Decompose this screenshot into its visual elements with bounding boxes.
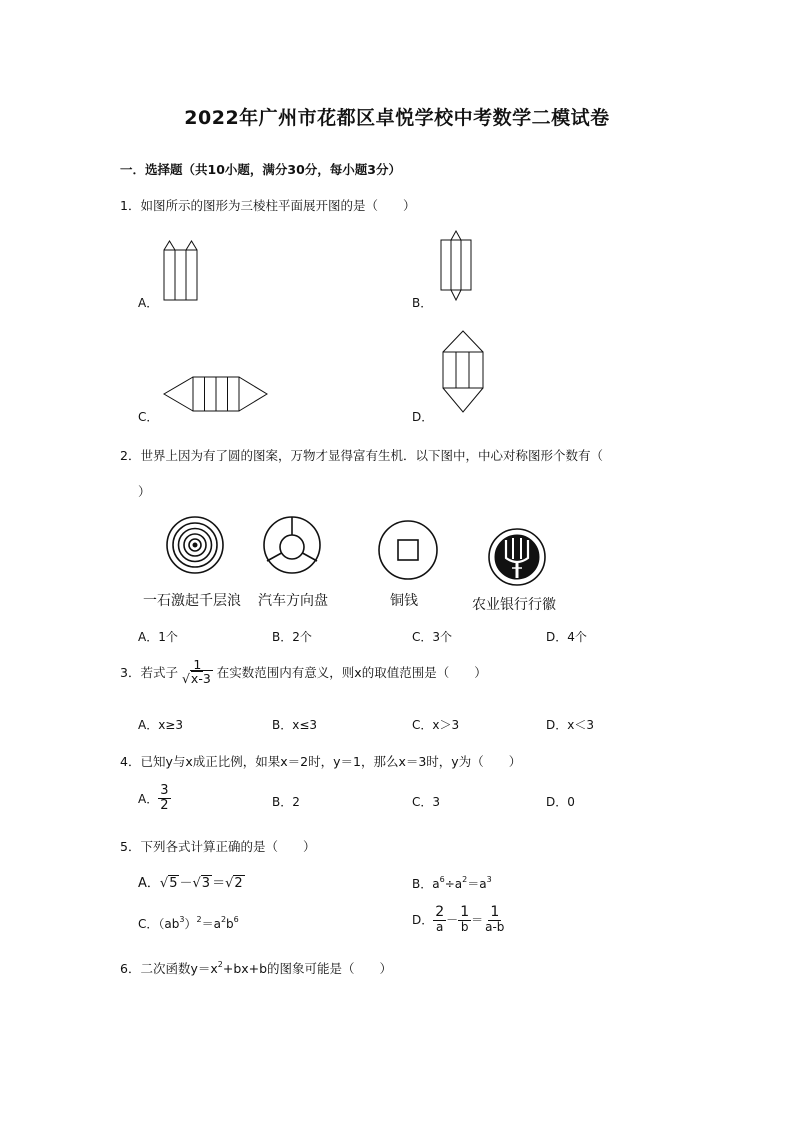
q5-d-den-1: a bbox=[436, 919, 444, 934]
q3-prefix: 3．若式子 bbox=[120, 664, 178, 680]
q5-b-exp-3: 3 bbox=[486, 875, 492, 884]
q2-option-c: C．3个 bbox=[412, 630, 453, 644]
q1-figure-c bbox=[163, 376, 269, 414]
q3-option-b: B．x≤3 bbox=[272, 718, 318, 732]
q5-option-a-label: A． bbox=[138, 876, 160, 891]
q5-a-radicand-1: 5 bbox=[169, 876, 178, 891]
q5-c-exp-1: 3 bbox=[179, 915, 185, 924]
caption-steering-wheel: 汽车方向盘 bbox=[258, 593, 328, 609]
q5-option-c bbox=[138, 915, 239, 932]
q2-option-b: B．2个 bbox=[272, 630, 312, 644]
q5-option-b-label: B． bbox=[412, 877, 433, 891]
q2-option-a: A．1个 bbox=[138, 630, 178, 644]
caption-copper-coin: 铜钱 bbox=[390, 593, 418, 609]
q4-option-d: D．0 bbox=[546, 795, 575, 809]
q5-d-num-2: 1 bbox=[460, 904, 470, 920]
q5-c-equals: ＝a bbox=[201, 917, 221, 931]
q5-a-minus: － bbox=[179, 876, 193, 891]
q5-option-b bbox=[412, 875, 492, 892]
q5-d-equals: ＝ bbox=[471, 912, 484, 927]
q5-c-exp-2: 2 bbox=[196, 915, 202, 924]
q4-option-b: B．2 bbox=[272, 795, 300, 809]
q5-b-base: a bbox=[432, 877, 440, 891]
q3-fraction bbox=[180, 658, 215, 685]
q5-option-d-label: D． bbox=[412, 912, 434, 927]
q5-option-a: A．√5 －√3 ＝√2 bbox=[138, 876, 243, 891]
q5-option-c-label: C． bbox=[138, 917, 159, 931]
q5-d-frac-1 bbox=[433, 905, 446, 933]
q5-a-radicand-3: 2 bbox=[234, 876, 243, 891]
copper-coin-icon bbox=[378, 520, 438, 580]
q5-a-equals: ＝ bbox=[212, 876, 226, 891]
question-2-stem-end: ） bbox=[138, 484, 151, 499]
q2-option-d: D．4个 bbox=[546, 630, 587, 644]
q5-d-minus: － bbox=[446, 912, 459, 927]
q4-option-a-denominator: 2 bbox=[160, 797, 169, 813]
q1-figure-b bbox=[440, 230, 474, 302]
q5-b-exp-1: 6 bbox=[439, 875, 445, 884]
q3-frac-numerator: 1 bbox=[193, 657, 202, 672]
q1-figure-d bbox=[441, 330, 487, 414]
q5-a-radicand-2: 3 bbox=[201, 876, 211, 891]
caption-agricultural-bank: 农业银行行徽 bbox=[472, 597, 556, 613]
q1-option-c-label: C． bbox=[138, 410, 159, 424]
q5-d-frac-2 bbox=[458, 905, 471, 933]
q1-option-d-label: D． bbox=[412, 410, 434, 424]
q5-b-divide: ÷a bbox=[444, 877, 463, 891]
q5-c-open: （ab bbox=[158, 917, 180, 931]
q5-d-den-2: b bbox=[460, 919, 469, 934]
q3-frac-denominator: √x-3 bbox=[181, 671, 211, 687]
agricultural-bank-logo-icon bbox=[488, 528, 548, 588]
q6-post: +bx+b的图象可能是（ ） bbox=[222, 961, 393, 976]
ripple-icon bbox=[166, 516, 226, 576]
q5-d-den-3: a-b bbox=[485, 919, 505, 934]
q1-figure-a bbox=[163, 240, 199, 302]
q5-option-d bbox=[412, 905, 506, 933]
q5-c-exp-4: 6 bbox=[233, 915, 239, 924]
q5-c-exp-3: 2 bbox=[220, 915, 227, 924]
q4-option-c: C．3 bbox=[412, 795, 441, 809]
q5-c-b: b bbox=[226, 917, 234, 931]
q1-option-a-label: A． bbox=[138, 296, 159, 310]
q5-b-equals: ＝a bbox=[467, 877, 487, 891]
q1-option-b-label: B． bbox=[412, 296, 433, 310]
section-heading: 一．选择题（共10小题，满分30分，每小题3分） bbox=[120, 162, 401, 177]
q4-option-a-label: A． bbox=[138, 791, 159, 806]
steering-wheel-icon bbox=[263, 516, 323, 576]
q4-option-a bbox=[138, 784, 171, 812]
q3-option-d: D．x＜3 bbox=[546, 718, 594, 732]
question-4-stem: 4．已知y与x成正比例，如果x＝2时，y＝1，那么x＝3时，y为（ ） bbox=[120, 754, 522, 769]
question-6-stem bbox=[120, 959, 392, 977]
q5-d-num-3: 1 bbox=[490, 904, 500, 920]
q5-c-close: ） bbox=[184, 917, 197, 931]
q4-option-a-fraction bbox=[158, 784, 170, 812]
q4-option-a-numerator: 3 bbox=[160, 783, 169, 798]
question-5-stem: 5．下列各式计算正确的是（ ） bbox=[120, 839, 316, 854]
q6-pre: 6．二次函数y＝x bbox=[120, 961, 218, 976]
q5-d-num-1: 2 bbox=[435, 904, 445, 920]
q6-exp: 2 bbox=[217, 960, 223, 969]
q3-suffix: 在实数范围内有意义，则x的取值范围是（ ） bbox=[216, 664, 487, 680]
q5-d-frac-3 bbox=[483, 905, 506, 933]
question-2-stem: 2．世界上因为有了圆的图案，万物才显得富有生机．以下图中，中心对称图形个数有（ bbox=[120, 448, 603, 463]
page-title: 2022年广州市花都区卓悦学校中考数学二模试卷 bbox=[184, 107, 610, 129]
q3-option-c: C．x＞3 bbox=[412, 718, 460, 732]
question-1-stem: 1．如图所示的图形为三棱柱平面展开图的是（ ） bbox=[120, 198, 416, 213]
caption-ripple: 一石激起千层浪 bbox=[143, 593, 241, 609]
q3-radicand: x-3 bbox=[190, 671, 211, 687]
question-3-stem bbox=[120, 658, 487, 685]
q5-b-exp-2: 2 bbox=[462, 875, 468, 884]
q3-option-a: A．x≥3 bbox=[138, 718, 184, 732]
